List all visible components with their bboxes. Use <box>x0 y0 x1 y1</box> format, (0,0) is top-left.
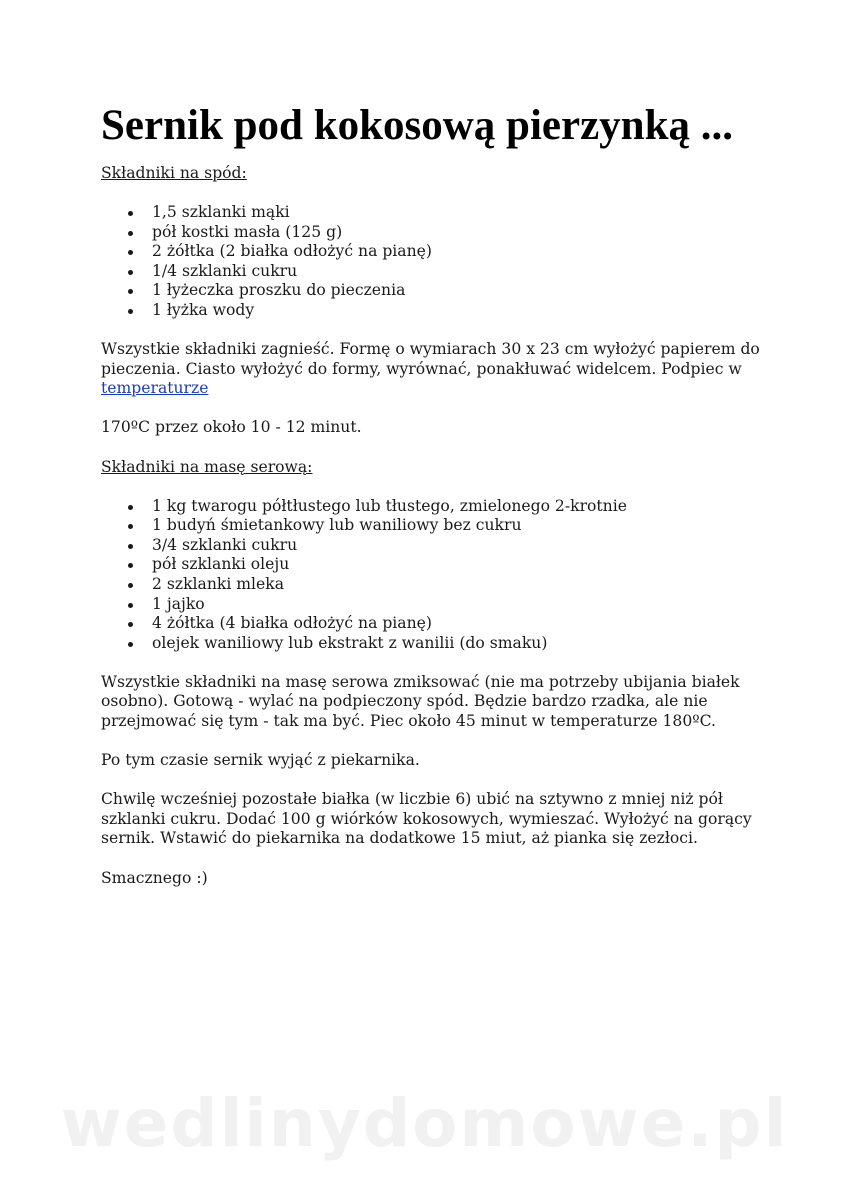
list-item: 1 łyżka wody <box>101 301 761 321</box>
section-heading-cheese: Składniki na masę serową: <box>101 457 313 476</box>
section-heading-base: Składniki na spód: <box>101 164 247 182</box>
list-item: 1 łyżeczka proszku do pieczenia <box>101 281 761 301</box>
instructions-paragraph-2: 170ºC przez około 10 - 12 minut. <box>101 418 362 437</box>
recipe-title: Sernik pod kokosową pierzynką ... <box>101 102 734 149</box>
list-item: 1 kg twarogu półtłustego lub tłustego, zmielonego 2-krotnie <box>101 497 761 517</box>
recipe-page <box>101 100 761 888</box>
list-item: 1 budyń śmietankowy lub waniliowy bez cukru <box>101 516 761 536</box>
list-item: 3/4 szklanki cukru <box>101 536 761 556</box>
temperature-link[interactable]: temperaturze <box>101 379 209 398</box>
list-item: 4 żółtka (4 białka odłożyć na pianę) <box>101 614 761 634</box>
closing-text: Smacznego :) <box>101 868 208 887</box>
list-item: 2 żółtka (2 białka odłożyć na pianę) <box>101 242 761 262</box>
list-item: 1 jajko <box>101 595 761 615</box>
instructions-paragraph-4: Po tym czasie sernik wyjąć z piekarnika. <box>101 751 420 770</box>
base-ingredients-list <box>101 203 761 321</box>
cheese-ingredients-list <box>101 497 761 654</box>
instructions-paragraph-3: Wszystkie składniki na masę serowa zmiksować (nie ma potrzeby ubijania białek osobno). Gotową - wylać na podpieczony spód. Będzie bardzo rzadka, ale nie przejmować się tym - tak ma być. Piec około 45 minut w temperaturze 180ºC. <box>101 672 740 731</box>
list-item: pół kostki masła (125 g) <box>101 223 761 243</box>
instructions-paragraph-1 <box>101 340 761 399</box>
list-item: 1,5 szklanki mąki <box>101 203 761 223</box>
list-item: pół szklanki oleju <box>101 555 761 575</box>
instructions-paragraph-5: Chwilę wcześniej pozostałe białka (w liczbie 6) ubić na sztywno z mniej niż pół szklanki cukru. Dodać 100 g wiórków kokosowych, wymieszać. Wyłożyć na gorący sernik. Wstawić do piekarnika na dodatkowe 15 miut, aż pianka się zezłoci. <box>101 790 752 848</box>
list-item: 2 szklanki mleka <box>101 575 761 595</box>
list-item: olejek waniliowy lub ekstrakt z wanilii (do smaku) <box>101 634 761 654</box>
instructions-text: Wszystkie składniki zagnieść. Formę o wymiarach 30 x 23 cm wyłożyć papierem do pieczenia. Ciasto wyłożyć do formy, wyrównać, ponakłuwać widelcem. Podpiec w <box>101 340 760 378</box>
watermark: wedlinydomowe.pl <box>60 1085 789 1162</box>
list-item: 1/4 szklanki cukru <box>101 262 761 282</box>
